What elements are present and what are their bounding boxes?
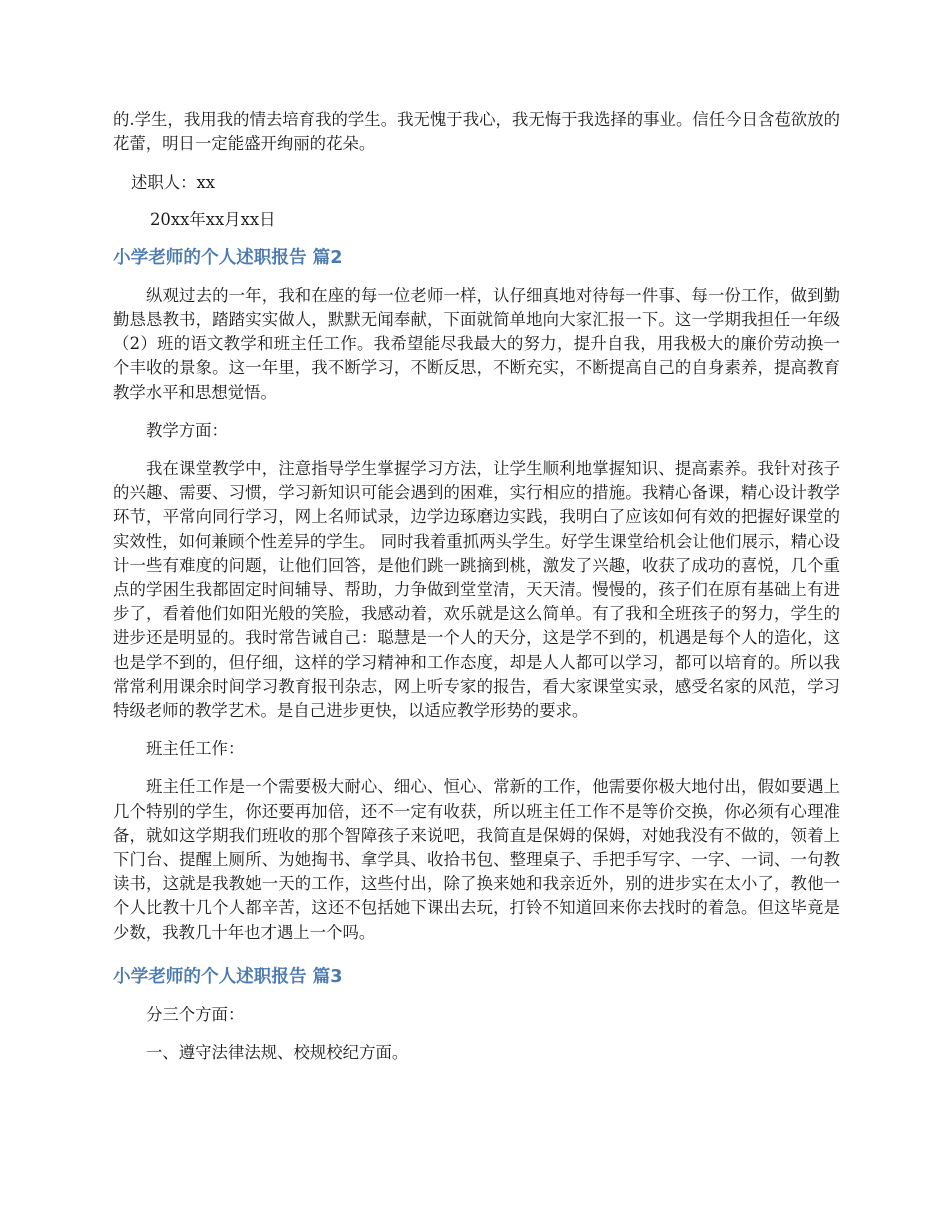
body-paragraph: 纵观过去的一年，我和在座的每一位老师一样，认仔细真地对待每一件事、每一份工作，做到勤勤恳恳教书，踏踏实实做人，默默无闻奉献，下面就简单地向大家汇报一下。这一学期我担任一年级（2）班的语文教学和班主任工作。我希望能尽我最大的努力，提升自我，用我极大的廉价劳动换一个丰收的景象。这一年里，我不断学习，不断反思，不断充实，不断提高自己的自身素养，提高教育教学水平和思想觉悟。	[113, 285, 840, 402]
subheading-teaching: 教学方面：	[146, 420, 228, 440]
body-paragraph: 班主任工作是一个需要极大耐心、细心、恒心、常新的工作，他需要你极大地付出，假如要遇上几个特别的学生，你还要再加倍，还不一定有收获，所以班主任工作不是等价交换，你必须有心理准备，就如这学期我们班收的那个智障孩子来说吧，我简直是保姆的保姆，对她我没有不做的，领着上下门台、提醒上厕所、为她掏书、拿学具、收拾书包、整理桌子、手把手写字、一字、一词、一句教读书，这就是我教她一天的工作，这些付出，除了换来她和我亲近外，别的进步实在太小了，教他一个人比教十几个人都辛苦，这还不包括她下课出去玩，打铃不知道回来你去找时的着急。但这毕竟是少数，我教几十年也才遇上一个吗。	[113, 777, 840, 942]
subheading-class-teacher: 班主任工作：	[146, 739, 245, 759]
section-heading-3: 小学老师的个人述职报告 篇3	[113, 966, 343, 987]
body-paragraph: 我在课堂教学中，注意指导学生掌握学习方法，让学生顺利地掌握知识、提高素养。我针对孩子的兴趣、需要、习惯，学习新知识可能会遇到的困难，实行相应的措施。我精心备课，精心设计教学环节，平常向同行学习，网上名师试录，边学边琢磨边实践，我明白了应该如何有效的把握好课堂的实效性，如何兼顾个性差异的学生。 同时我着重抓两头学生。好学生课堂给机会让他们展示，精心设计一些有难度的问题，让他们回答，是他们跳一跳摘到桃，激发了兴趣，收获了成功的喜悦，几个重点的学困生我都固定时间辅导、帮助，力争做到堂堂清，天天清。慢慢的，孩子们在原有基础上有进步了，看着他们如阳光般的笑脸，我感动着，欢乐就是这么简单。有了我和全班孩子的努力，学生的进步还是明显的。我时常告诫自己：聪慧是一个人的天分，这是学不到的，机遇是每个人的造化，这也是学不到的，但仔细，这样的学习精神和工作态度，却是人人都可以学习，都可以培育的。所以我常常利用课余时间学习教育报刊杂志，网上听专家的报告，看大家课堂实录，感受名家的风范，学习特级老师的教学艺术。是自己进步更快，以适应教学形势的要求。	[113, 459, 840, 721]
section-heading-2: 小学老师的个人述职报告 篇2	[113, 247, 343, 268]
body-paragraph: 分三个方面：	[146, 1004, 245, 1024]
continuation-paragraph: 的.学生，我用我的情去培育我的学生。我无愧于我心，我无悔于我选择的事业。信任今日含苞欲放的花蕾，明日一定能盛开绚丽的花朵。	[113, 110, 840, 154]
body-paragraph: 一、遵守法律法规、校规校纪方面。	[146, 1043, 409, 1063]
document-page	[113, 108, 840, 1065]
date-line: 20xx年xx月xx日	[150, 209, 276, 229]
signer-line: 述职人：xx	[131, 173, 216, 193]
